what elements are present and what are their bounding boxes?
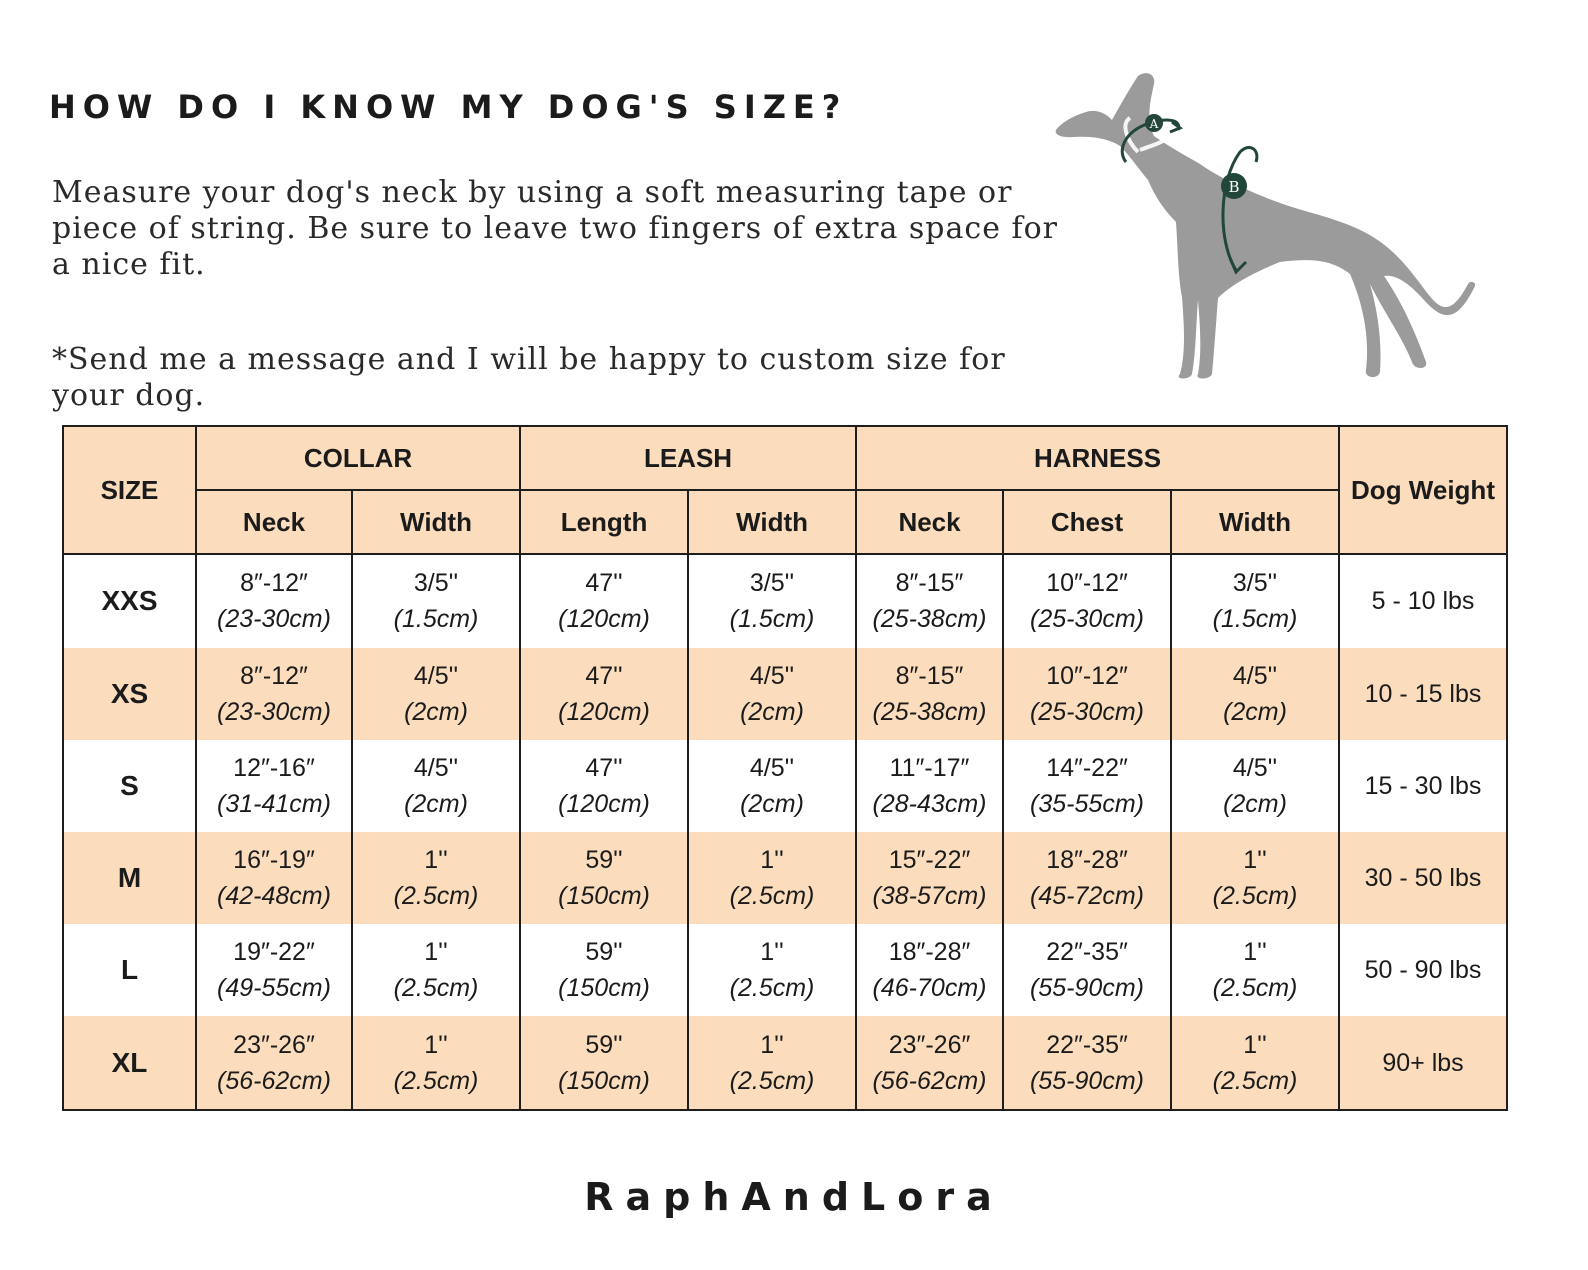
metric-value: (120cm) [558, 605, 650, 634]
imperial-value: 4/5'' [749, 753, 795, 782]
imperial-value: 1'' [760, 846, 784, 875]
metric-value: (2.5cm) [1212, 882, 1298, 911]
collar-width-header: Width [352, 490, 520, 554]
metric-value: (2.5cm) [729, 1066, 815, 1095]
measurement-cell [1171, 648, 1339, 740]
measurement-cell [196, 1016, 352, 1110]
brand-name: RaphAndLora [584, 1175, 1004, 1219]
imperial-value: 4/5'' [413, 661, 459, 690]
measurement-cell [856, 832, 1003, 924]
page-title: HOW DO I KNOW MY DOG'S SIZE? [49, 88, 848, 126]
metric-value: (2.5cm) [729, 974, 815, 1003]
harness-chest-header: Chest [1003, 490, 1171, 554]
imperial-value: 59'' [585, 938, 623, 967]
measurement-cell [520, 1016, 688, 1110]
metric-value: (2cm) [404, 697, 468, 726]
measurement-cell [520, 924, 688, 1016]
imperial-value: 1'' [424, 1030, 448, 1059]
dog-weight-value: 90+ lbs [1339, 1016, 1507, 1110]
harness-neck-header: Neck [856, 490, 1003, 554]
metric-value: (25-38cm) [872, 605, 987, 634]
imperial-value: 8″-12″ [240, 569, 308, 598]
measurement-cell [352, 924, 520, 1016]
measurement-cell [1003, 832, 1171, 924]
imperial-value: 19″-22″ [233, 938, 315, 967]
metric-value: (35-55cm) [1030, 789, 1144, 818]
measurement-cell [1171, 924, 1339, 1016]
metric-value: (120cm) [558, 789, 650, 818]
imperial-value: 10″-12″ [1046, 661, 1128, 690]
metric-value: (55-90cm) [1030, 1066, 1144, 1095]
size-label: S [63, 740, 196, 832]
measurement-cell [688, 832, 856, 924]
custom-size-note: *Send me a message and I will be happy to custom size for your dog. [52, 342, 1006, 413]
dog-weight-value: 5 - 10 lbs [1339, 554, 1507, 648]
metric-value: (49-55cm) [217, 974, 331, 1003]
imperial-value: 11″-17″ [889, 753, 970, 782]
imperial-value: 59'' [585, 1030, 623, 1059]
metric-value: (23-30cm) [217, 697, 331, 726]
measurement-cell [1003, 648, 1171, 740]
metric-value: (31-41cm) [217, 789, 331, 818]
measurement-cell [688, 924, 856, 1016]
dog-weight-value: 50 - 90 lbs [1339, 924, 1507, 1016]
metric-value: (120cm) [558, 697, 650, 726]
dog-silhouette [1056, 73, 1475, 378]
measurement-cell [856, 648, 1003, 740]
measurement-cell [856, 554, 1003, 648]
size-label: M [63, 832, 196, 924]
imperial-value: 1'' [1243, 846, 1267, 875]
metric-value: (2cm) [740, 697, 804, 726]
imperial-value: 3/5'' [1232, 569, 1278, 598]
measurement-cell [352, 740, 520, 832]
imperial-value: 8″-12″ [240, 661, 308, 690]
metric-value: (2.5cm) [1212, 1066, 1298, 1095]
measurement-cell [1003, 740, 1171, 832]
measurement-cell [520, 740, 688, 832]
metric-value: (42-48cm) [217, 882, 331, 911]
harness-group-header: HARNESS [856, 426, 1339, 490]
measurement-cell [856, 740, 1003, 832]
imperial-value: 12″-16″ [233, 753, 315, 782]
measurement-cell [688, 1016, 856, 1110]
size-header: SIZE [63, 426, 196, 554]
imperial-value: 4/5'' [413, 753, 459, 782]
imperial-value: 4/5'' [1232, 661, 1278, 690]
imperial-value: 23″-26″ [233, 1030, 315, 1059]
imperial-value: 1'' [760, 1030, 784, 1059]
table-row [63, 554, 1507, 648]
measurement-cell [1171, 1016, 1339, 1110]
measurement-cell [520, 554, 688, 648]
metric-value: (2.5cm) [1212, 974, 1298, 1003]
measurement-cell [688, 554, 856, 648]
measurement-cell [196, 832, 352, 924]
measurement-cell [196, 554, 352, 648]
measurement-cell [196, 740, 352, 832]
metric-value: (28-43cm) [872, 789, 987, 818]
metric-value: (2.5cm) [393, 882, 479, 911]
measurement-cell [1171, 740, 1339, 832]
measurement-cell [352, 554, 520, 648]
imperial-value: 18″-28″ [1046, 846, 1128, 875]
imperial-value: 3/5'' [413, 569, 459, 598]
imperial-value: 4/5'' [749, 661, 795, 690]
dog-weight-value: 15 - 30 lbs [1339, 740, 1507, 832]
imperial-value: 8″-15″ [895, 569, 964, 598]
imperial-value: 47'' [585, 661, 623, 690]
imperial-value: 8″-15″ [895, 661, 964, 690]
imperial-value: 16″-19″ [233, 846, 315, 875]
leash-width-header: Width [688, 490, 856, 554]
metric-value: (46-70cm) [872, 974, 987, 1003]
measurement-cell [856, 924, 1003, 1016]
metric-value: (150cm) [558, 882, 650, 911]
imperial-value: 1'' [1243, 938, 1267, 967]
measurement-cell [1003, 1016, 1171, 1110]
size-chart-table [62, 425, 1508, 1111]
measurement-cell [1171, 832, 1339, 924]
metric-value: (25-30cm) [1030, 697, 1144, 726]
metric-value: (55-90cm) [1030, 974, 1144, 1003]
measurement-cell [520, 648, 688, 740]
metric-value: (23-30cm) [217, 605, 331, 634]
imperial-value: 47'' [585, 753, 623, 782]
measurement-cell [1003, 554, 1171, 648]
metric-value: (1.5cm) [393, 605, 479, 634]
metric-value: (25-30cm) [1030, 605, 1144, 634]
table-row [63, 832, 1507, 924]
dog-illustration [1050, 62, 1490, 392]
leash-length-header: Length [520, 490, 688, 554]
svg-text:A: A [1149, 117, 1159, 131]
imperial-value: 47'' [585, 569, 623, 598]
harness-width-header: Width [1171, 490, 1339, 554]
metric-value: (2cm) [1223, 697, 1287, 726]
measurement-cell [352, 1016, 520, 1110]
dog-weight-value: 30 - 50 lbs [1339, 832, 1507, 924]
imperial-value: 1'' [1243, 1030, 1267, 1059]
measurement-cell [856, 1016, 1003, 1110]
metric-value: (2cm) [740, 789, 804, 818]
metric-value: (1.5cm) [1212, 605, 1298, 634]
leash-group-header: LEASH [520, 426, 856, 490]
metric-value: (2.5cm) [393, 974, 479, 1003]
imperial-value: 1'' [424, 938, 448, 967]
metric-value: (25-38cm) [872, 697, 987, 726]
size-label: XS [63, 648, 196, 740]
imperial-value: 4/5'' [1232, 753, 1278, 782]
metric-value: (45-72cm) [1030, 882, 1144, 911]
imperial-value: 1'' [424, 846, 448, 875]
metric-value: (150cm) [558, 1066, 650, 1095]
imperial-value: 59'' [585, 846, 623, 875]
metric-value: (2.5cm) [393, 1066, 479, 1095]
imperial-value: 22″-35″ [1046, 938, 1128, 967]
metric-value: (1.5cm) [729, 605, 815, 634]
measurement-cell [1003, 924, 1171, 1016]
metric-value: (56-62cm) [217, 1066, 331, 1095]
metric-value: (150cm) [558, 974, 650, 1003]
measurement-cell [352, 648, 520, 740]
dog-weight-value: 10 - 15 lbs [1339, 648, 1507, 740]
measurement-cell [520, 832, 688, 924]
dog-weight-header: Dog Weight [1339, 426, 1507, 554]
measurement-cell [196, 924, 352, 1016]
metric-value: (2cm) [1223, 789, 1287, 818]
metric-value: (2.5cm) [729, 882, 815, 911]
table-row [63, 648, 1507, 740]
imperial-value: 14″-22″ [1046, 753, 1128, 782]
size-label: XXS [63, 554, 196, 648]
imperial-value: 22″-35″ [1046, 1030, 1128, 1059]
svg-text:B: B [1228, 178, 1240, 196]
imperial-value: 15″-22″ [888, 846, 971, 875]
metric-value: (2cm) [404, 789, 468, 818]
measuring-instructions: Measure your dog's neck by using a soft measuring tape or piece of string. Be sure to leave two fingers of extra space for a nice fit. [52, 175, 1058, 282]
measurement-cell [1171, 554, 1339, 648]
imperial-value: 18″-28″ [888, 938, 971, 967]
imperial-value: 1'' [760, 938, 784, 967]
imperial-value: 23″-26″ [888, 1030, 971, 1059]
table-row [63, 1016, 1507, 1110]
collar-neck-header: Neck [196, 490, 352, 554]
metric-value: (56-62cm) [872, 1066, 987, 1095]
metric-value: (38-57cm) [872, 882, 987, 911]
size-label: L [63, 924, 196, 1016]
measurement-cell [688, 740, 856, 832]
table-row [63, 740, 1507, 832]
imperial-value: 10″-12″ [1046, 569, 1128, 598]
collar-group-header: COLLAR [196, 426, 520, 490]
table-row [63, 924, 1507, 1016]
measurement-cell [196, 648, 352, 740]
measurement-cell [688, 648, 856, 740]
measurement-cell [352, 832, 520, 924]
size-label: XL [63, 1016, 196, 1110]
imperial-value: 3/5'' [749, 569, 795, 598]
